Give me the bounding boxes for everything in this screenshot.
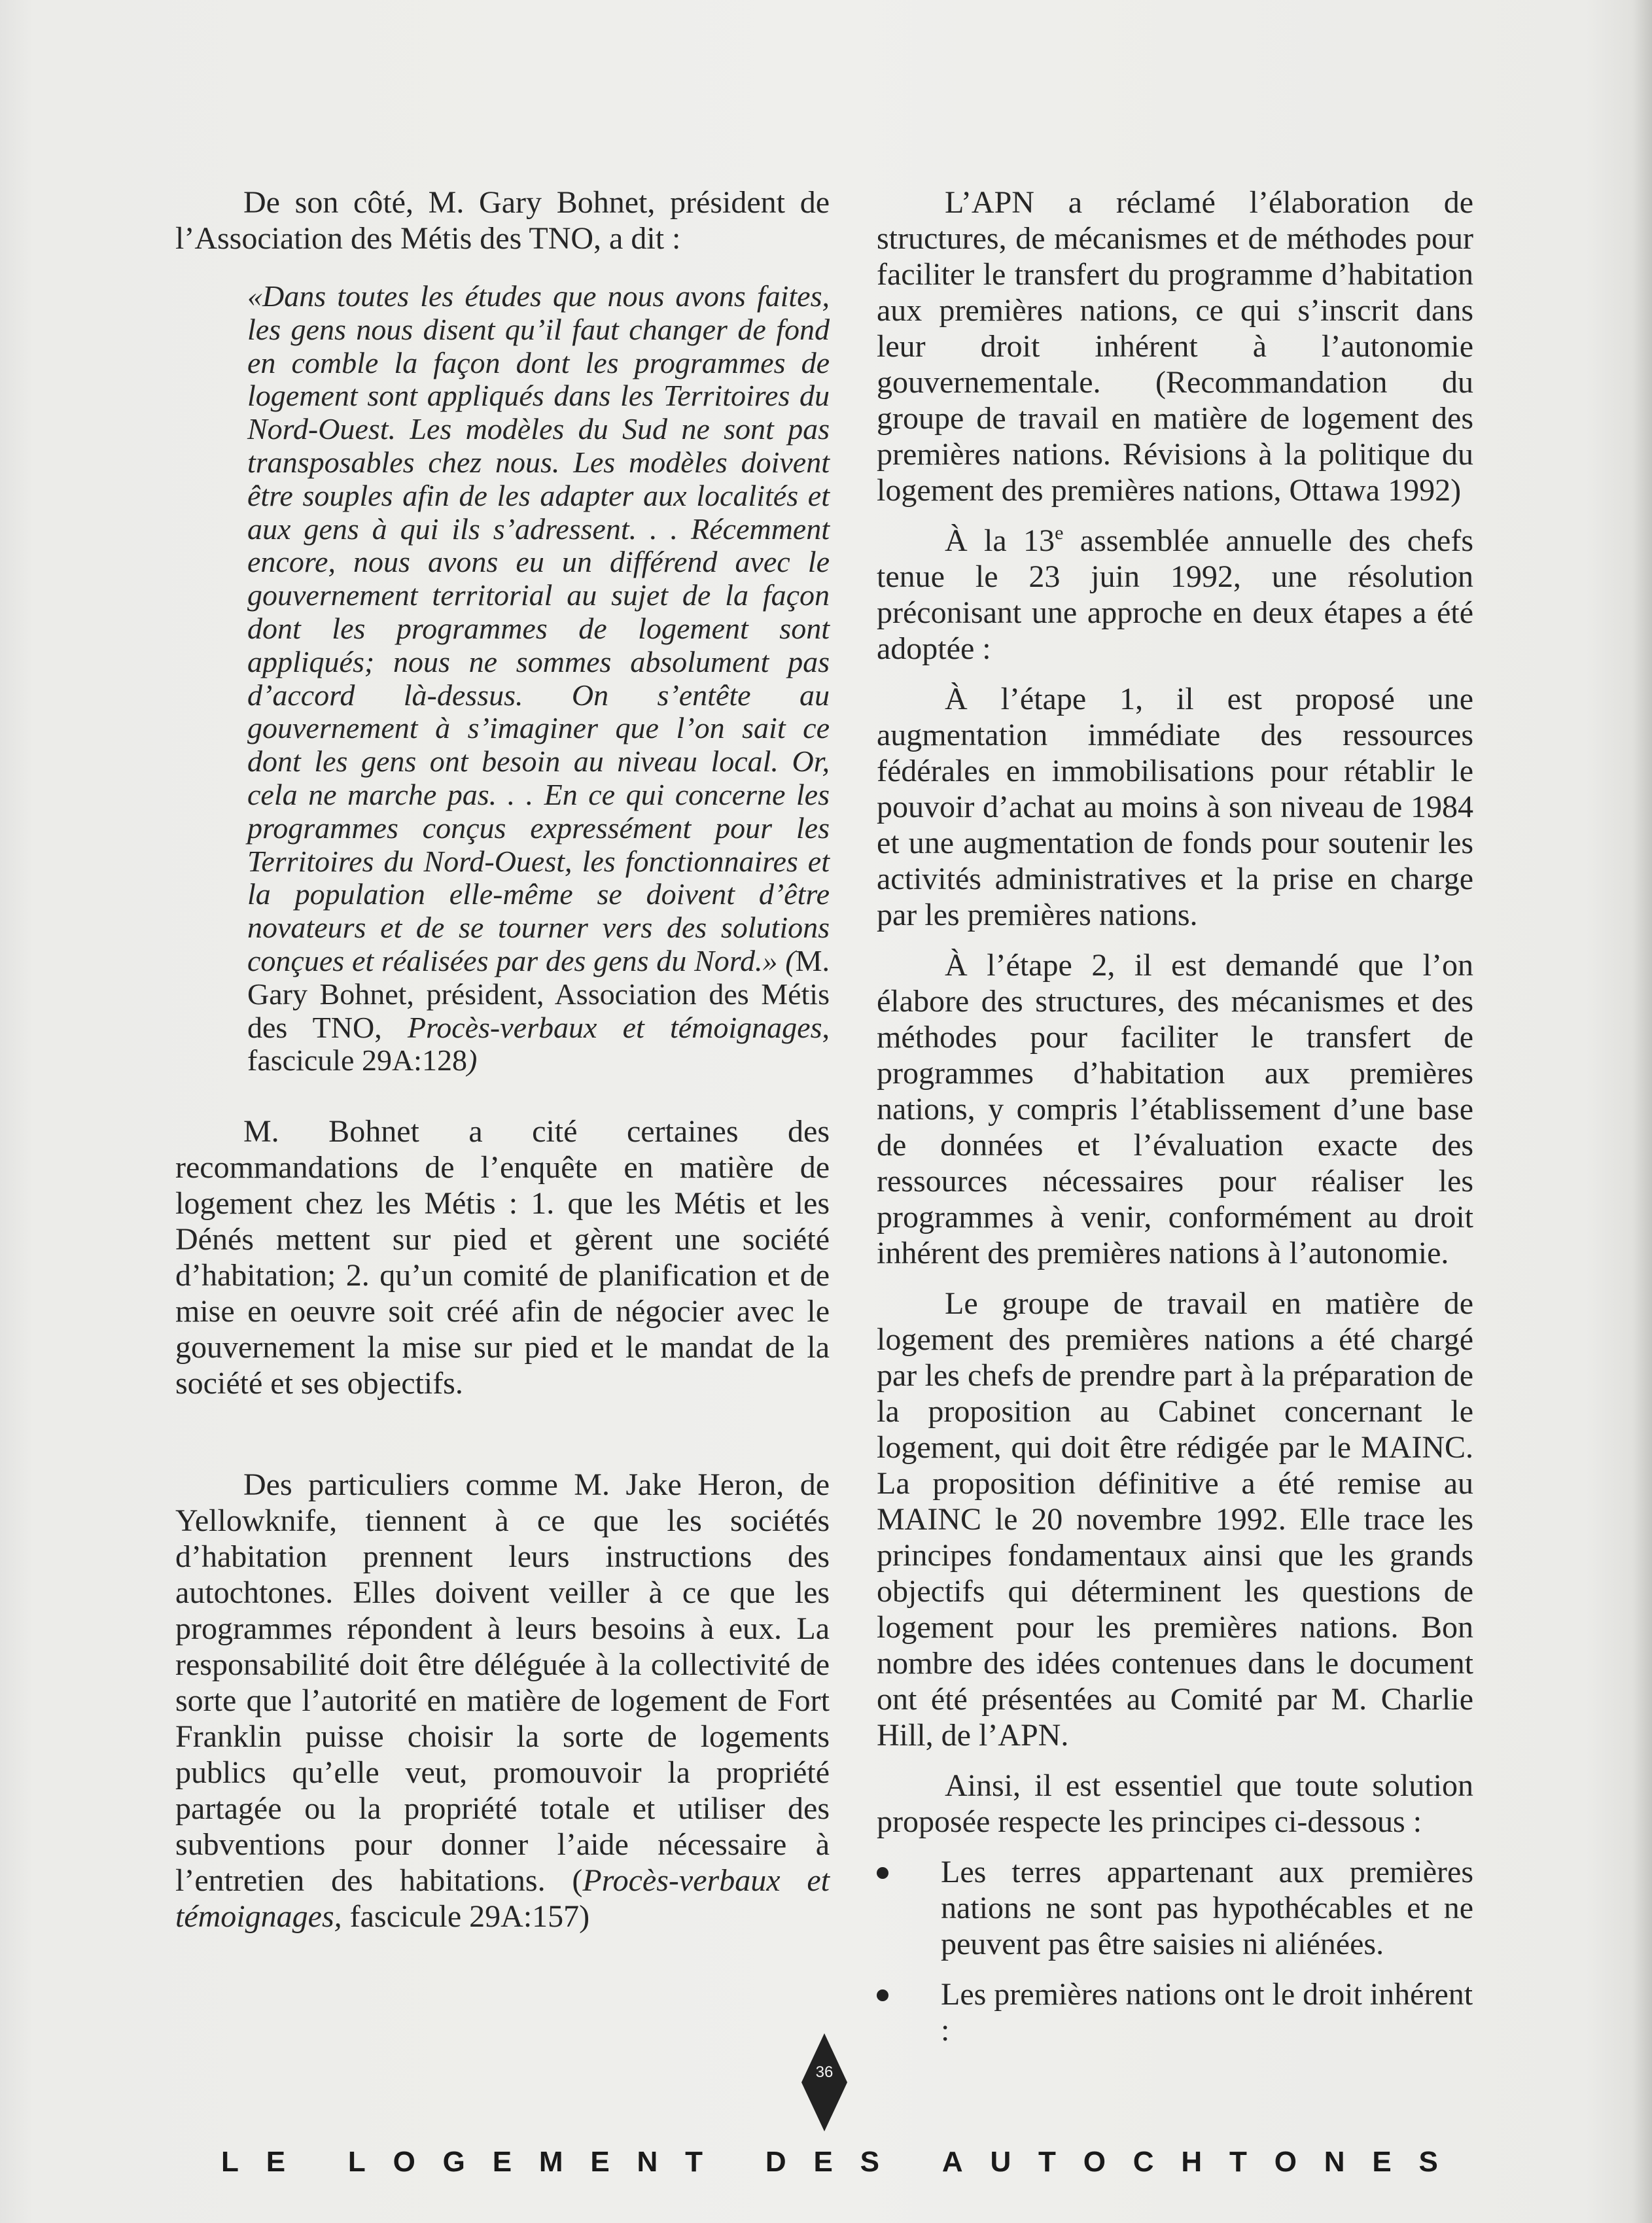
quote-text: «Dans toutes les études que nous avons faites, les gens nous disent qu’il faut changer de fond en comble la façon dont les programmes de logement sont appliqués dans les Territoires du Nord-Ouest. Les modèles du Sud ne sont pas transposables chez nous. Les modèles doivent être souples afin de les adapter aux localités et aux gens à qui ils s’adressent. . . Récemment encore, nous avons eu un différend avec le gouvernement territorial au sujet de la façon dont les programmes de logement sont appliqués; nous ne sommes absolument pas d’accord là-dessus. On s’entête au gouvernement à s’imaginer que l’on sait ce dont les gens ont besoin au niveau local. Or, cela ne marche pas. . . En ce qui concerne les programmes conçus expressément pour les Territoires du Nord-Ouest, les fonctionnaires et la population elle-même se doivent d’être novateurs et de se tourner vers des solutions conçues et réalisées par des gens du Nord.» [247, 279, 830, 977]
footer-letter: T [685, 2146, 703, 2178]
right-column [877, 184, 1473, 2063]
footer-letter: T [1038, 2146, 1056, 2178]
paragraph-bohnet-recommendations: M. Bohnet a cité certaines des recommandations de l’enquête en matière de logement chez les Métis : 1. que les Métis et les Dénés mettent sur pied et gèrent une société d’habitation; 2. qu’un comité de planification et de mise en oeuvre soit créé afin de négocier avec le gouvernement la mise sur pied et le mandat de la société et ses objectifs. [175, 1114, 830, 1401]
bullet-icon [877, 1989, 888, 2001]
footer-letter: S [1418, 2146, 1438, 2178]
assembly-text-post: assemblée annuelle des chefs tenue le 23 juin 1992, une résolution préconisant une approche en deux étapes a été adoptée : [877, 523, 1473, 666]
page-edge-shadow [1632, 0, 1652, 2223]
footer-letter: E [492, 2146, 512, 2178]
paragraph-apn: L’APN a réclamé l’élaboration de structures, de mécanismes et de méthodes pour faciliter le transfert du programme d’habitation aux premières nations, ce qui s’inscrit dans leur droit inhérent à l’autonomie gouvernementale. (Recommandation du groupe de travail en matière de logement des premières nations. Révisions à la politique du logement des premières nations, Ottawa 1992) [877, 185, 1473, 508]
heron-text: Des particuliers comme M. Jake Heron, de Yellowknife, tiennent à ce que les sociétés d’habitation prennent leurs instructions des autochtones. Elles doivent veiller à ce que les programmes répondent à leurs besoins à eux. La responsabilité doit être déléguée à la collectivité de sorte que l’autorité en matière de logement de Fort Franklin puisse choisir la sorte de logements publics qu’elle veut, promouvoir la propriété partagée ou la propriété totale et utiliser des subventions pour donner l’aide nécessaire à l’entretien des habitations. ( [175, 1467, 830, 1899]
footer-letter: E [590, 2146, 610, 2178]
footer-letter [907, 2146, 915, 2179]
footer-letter: E [813, 2146, 833, 2178]
assembly-text-pre: À la 13 [945, 523, 1055, 558]
footer-letter: S [860, 2146, 879, 2178]
paragraph-assembly [877, 523, 1473, 667]
list-item-text: Les premières nations ont le droit inhérent : [941, 1977, 1473, 2048]
bullet-icon [877, 1867, 888, 1879]
block-quote-bohnet [247, 280, 830, 1077]
quote-citation-tail: , fascicule 29A:128 [247, 1010, 830, 1077]
paragraph-step-1: À l’étape 1, il est proposé une augmentation immédiate des ressources fédérales en immobilisations pour rétablir le pouvoir d’achat au moins à son niveau de 1984 et une augmentation de fonds pour soutenir les activités administratives et la prise en charge par les premières nations. [877, 682, 1473, 932]
paragraph-principles-intro: Ainsi, il est essentiel que toute solution proposée respecte les principes ci-dessous : [877, 1768, 1473, 1839]
footer-letter: T [1229, 2146, 1247, 2178]
footer-letter: G [442, 2146, 465, 2178]
paragraph-bohnet-intro: De son côté, M. Gary Bohnet, président de l’Association des Métis des TNO, a dit : [175, 185, 830, 256]
footer-letter: E [266, 2146, 286, 2178]
footer-letter: O [1083, 2146, 1106, 2178]
quote-cite-close: ) [466, 1043, 478, 1077]
list-item [877, 1854, 1473, 1962]
left-column [175, 184, 830, 1934]
list-item-text: Les terres appartenant aux premières nations ne sont pas hypothécables et ne peuvent pas être saisies ni aliénées. [941, 1855, 1473, 1961]
footer-letter: D [765, 2146, 786, 2178]
footer-letter [730, 2146, 738, 2179]
footer-letter [313, 2146, 321, 2179]
list-item [877, 1976, 1473, 2048]
ordinal-superscript: e [1055, 522, 1064, 544]
footer-letter: M [538, 2146, 563, 2178]
page-number-diamond-icon [801, 2033, 847, 2131]
footer-letter: C [1133, 2146, 1154, 2178]
paragraph-jake-heron [175, 1467, 830, 1934]
paragraph-step-2: À l’étape 2, il est demandé que l’on élabore des structures, des mécanismes et des méthodes pour faciliter le transfert de programmes d’habitation aux premières nations, y compris l’établissement d’une base de données et l’évaluation exacte des ressources nécessaires pour réaliser les programmes à venir, conformément au droit inhérent des premières nations à l’autonomie. [877, 948, 1473, 1270]
footer-letter: E [1372, 2146, 1392, 2178]
quote-cite-open: ( [785, 943, 796, 977]
footer-letter: L [347, 2146, 366, 2178]
footer-letter: L [221, 2146, 239, 2178]
footer-letter: H [1181, 2146, 1203, 2178]
heron-source: Procès-verbaux et témoignages, [175, 1863, 830, 1934]
footer-letter: N [1324, 2146, 1345, 2178]
principles-list [877, 1854, 1473, 2048]
quote-citation-source: Procès-verbaux et témoignages [407, 1010, 822, 1044]
quote-citation: M. Gary Bohnet, président, Association des Métis des TNO, [247, 943, 830, 1044]
paragraph-working-group: Le groupe de travail en matière de logement des premières nations a été chargé par les chefs de prendre part à la préparation de la proposition au Cabinet concernant le logement, qui doit être rédigée par le MAINC. La proposition définitive a été remise au MAINC le 20 novembre 1992. Elle trace les principes fondamentaux ainsi que les grands objectifs qui déterminent les questions de logement pour les premières nations. Bon nombre des idées contenues dans le document ont été présentées au Comité par M. Charlie Hill, de l’APN. [877, 1286, 1473, 1753]
heron-tail: fascicule 29A:157) [342, 1899, 590, 1934]
running-footer [221, 2146, 1438, 2179]
footer-letter: O [1274, 2146, 1297, 2178]
page-number: 36 [815, 2063, 834, 2081]
footer-letter: O [393, 2146, 415, 2178]
footer-letter: N [637, 2146, 658, 2178]
footer-letter: A [941, 2146, 963, 2178]
footer-letter: U [990, 2146, 1011, 2178]
